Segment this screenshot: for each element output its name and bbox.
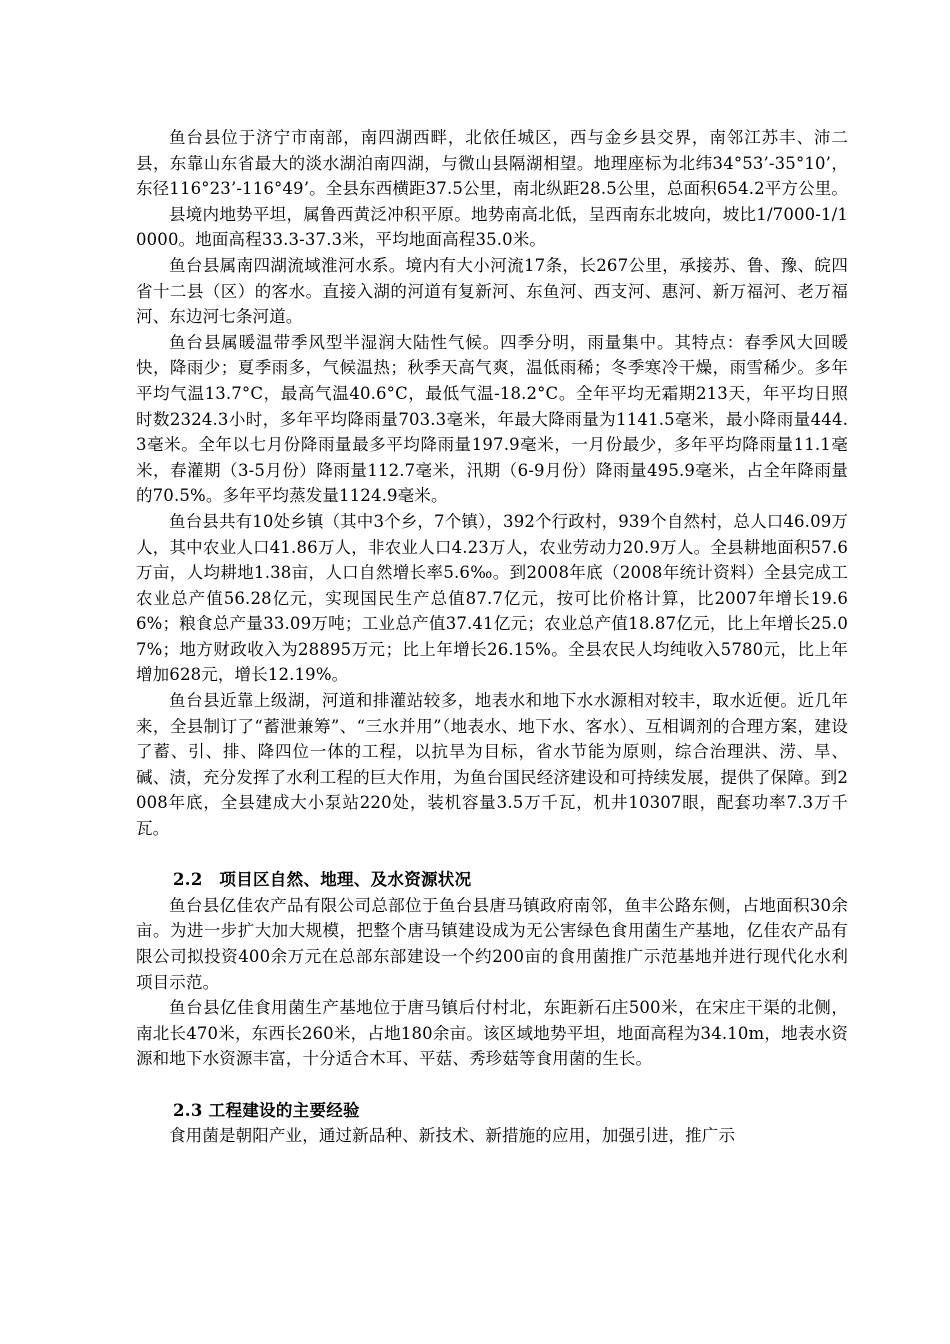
- section-heading-2-3: 2.3 工程建设的主要经验: [173, 1100, 360, 1120]
- paragraph-economy: 鱼台县共有10处乡镇（其中3个乡，7个镇），392个行政村，939个自然村，总人口46.09万人，其中农业人口41.86万人，非农业人口4.23万人，农业劳动力20.9万人。全县耕地面积57.6万亩，人均耕地1.38亩，人口自然增长率5.6‰。到2008年底（2008年统计资料）全县完成工农业总产值56.28亿元，实现国民生产总值87.7亿元，按可比价格计算，比2007年增长19.66%；粮食总产量33.09万吨；工业总产值37.41亿元；农业总产值18.87亿元，比上年增长25.07%；地方财政收入为28895万元；比上年增长26.15%。全县农民人均纯收入5780元，比上年增加628元，增长12.19%。: [136, 511, 849, 685]
- section-gap: [136, 1072, 848, 1098]
- paragraph-terrain: 县境内地势平坦，属鲁西黄泛冲积平原。地势南高北低，呈西南东北坡向，坡比1/7000-1/10000。地面高程33.3-37.3米，平均地面高程35.0米。: [136, 204, 848, 250]
- paragraph-climate: 鱼台县属暖温带季风型半湿润大陆性气候。四季分明，雨量集中。其特点：春季风大回暖快，降雨少；夏季雨多，气候温热；秋季天高气爽，温低雨稀；冬季寒冷干燥，雨雪稀少。多年平均气温13.7°C，最高气温40.6°C，最低气温-18.2°C。全年平均无霜期213天，年平均日照时数2324.3小时，多年平均降雨量703.3毫米，年最大降雨量为1141.5毫米，最小降雨量444.3毫米。全年以七月份降雨量最多平均降雨量197.9毫米，一月份最少，多年平均降雨量11.1毫米，春灌期（3-5月份）降雨量112.7毫米，汛期（6-9月份）降雨量495.9毫米，占全年降雨量的70.5%。多年平均蒸发量1124.9毫米。: [136, 332, 848, 506]
- paragraph-rivers: 鱼台县属南四湖流域淮河水系。境内有大小河流17条，长267公里，承接苏、鲁、豫、皖四省十二县（区）的客水。直接入湖的河道有复新河、东鱼河、西支河、惠河、新万福河、老万福河、东边河七条河道。: [136, 255, 848, 327]
- paragraph-company: 鱼台县亿佳农产品有限公司总部位于鱼台县唐马镇政府南邻，鱼丰公路东侧，占地面积30余亩。为进一步扩大加大规模，把整个唐马镇建设成为无公害绿色食用菌生产基地，亿佳农产品有限公司拟投资400余万元在总部东部建设一个约200亩的食用菌推广示范基地并进行现代化水利项目示范。: [136, 895, 848, 992]
- paragraph-water-works: 鱼台县近靠上级湖，河道和排灌站较多，地表水和地下水水源相对较丰，取水近便。近几年来，全县制订了“蓄泄兼筹”、“三水并用”（地表水、地下水、客水）、互相调剂的合理方案，建设了蓄、引、排、降四位一体的工程，以抗旱为目标，省水节能为原则，综合治理洪、涝、旱、碱、渍，充分发挥了水利工程的巨大作用，为鱼台国民经济建设和可持续发展，提供了保障。到2008年底，全县建成大小泵站220处，装机容量3.5万千瓦，机井10307眼，配套功率7.3万千瓦。: [136, 691, 848, 839]
- paragraph-location: 鱼台县位于济宁市南部，南四湖西畔，北依任城区，西与金乡县交界，南邻江苏丰、沛二县，东靠山东省最大的淡水湖泊南四湖，与微山县隔湖相望。地理座标为北纬34°53’-35°10’，东径116°23’-116°49’。全县东西横距37.5公里，南北纵距28.5公里，总面积654.2平方公里。: [136, 128, 849, 199]
- paragraph-experience: 食用菌是朝阳产业，通过新品种、新技术、新措施的应用，加强引进，推广示: [169, 1126, 736, 1146]
- document-page: [136, 125, 848, 1149]
- paragraph-base-site: 鱼台县亿佳食用菌生产基地位于唐马镇后付村北，东距新石庄500米，在宋庄干渠的北侧，南北长470米，东西长260米，占地180余亩。该区域地势平坦，地面高程为34.10m，地表水资源和地下水资源丰富，十分适合木耳、平菇、秀珍菇等食用菌的生长。: [136, 998, 848, 1069]
- section-gap: [136, 842, 848, 868]
- section-heading-2-2: 2.2 项目区自然、地理、及水资源状况: [173, 870, 472, 890]
